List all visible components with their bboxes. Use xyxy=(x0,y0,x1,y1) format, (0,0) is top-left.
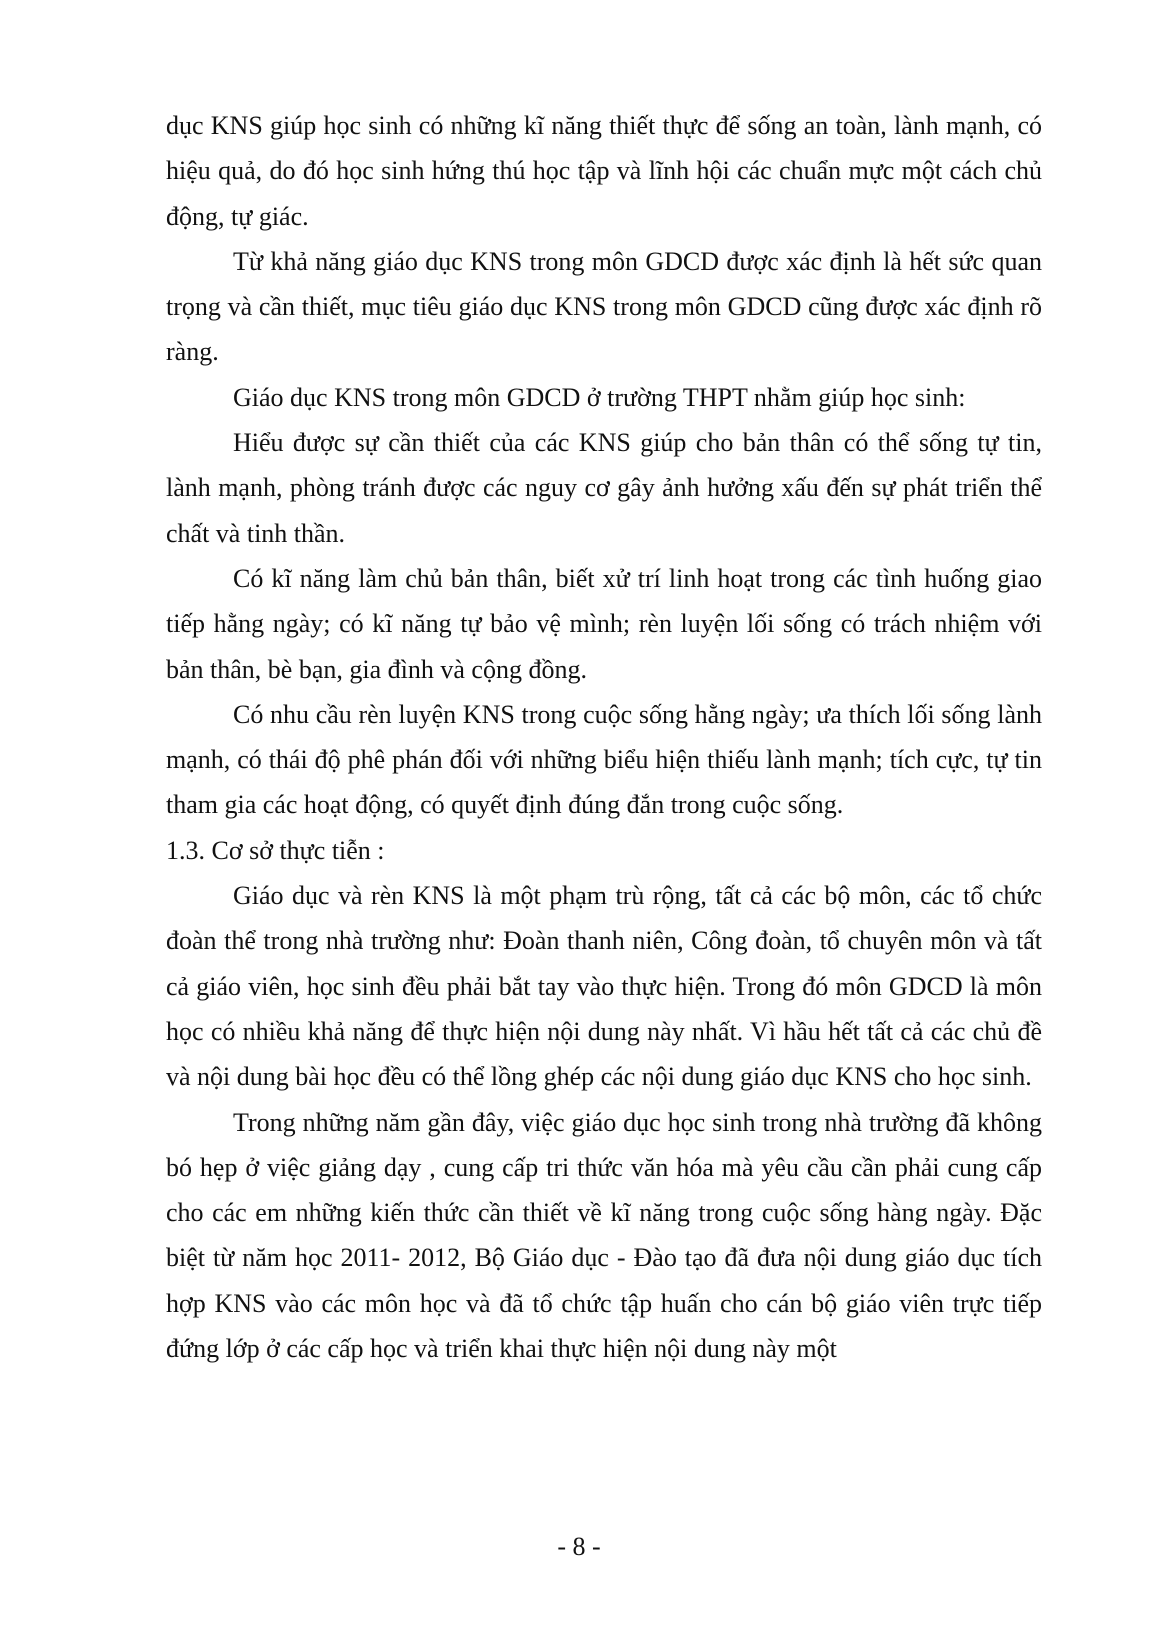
paragraph-kns-aims-lead: Giáo dục KNS trong môn GDCD ở trường THPT nhằm giúp học sinh: xyxy=(233,382,966,412)
paragraph-aim-attitude: Có nhu cầu rèn luyện KNS trong cuộc sống hằng ngày; ưa thích lối sống lành mạnh, có thái độ phê phán đối với những biểu hiện thiếu lành mạnh; tích cực, tự tin tham gia các hoạt động, có quyết định đúng đắn trong cuộc sống. xyxy=(166,699,1042,820)
paragraph-practical-basis: Giáo dục và rèn KNS là một phạm trù rộng, tất cả các bộ môn, các tổ chức đoàn thể trong nhà trường như: Đoàn thanh niên, Công đoàn, tổ chuyên môn và tất cả giáo viên, học sinh đều phải bắt tay vào thực hiện. Trong đó môn GDCD là môn học có nhiều khả năng để thực hiện nội dung này nhất. Vì hầu hết tất cả các chủ đề và nội dung bài học đều có thể lồng ghép các nội dung giáo dục KNS cho học sinh. xyxy=(166,881,1042,1092)
paragraph-recent-years: Trong những năm gần đây, việc giáo dục học sinh trong nhà trường đã không bó hẹp ở việc giảng dạy , cung cấp tri thức văn hóa mà yêu cầu cần phải cung cấp cho các em những kiến thức cần thiết về kĩ năng trong cuộc sống hàng ngày. Đặc biệt từ năm học 2011- 2012, Bộ Giáo dục - Đào tạo đã đưa nội dung giáo dục tích hợp KNS vào các môn học và đã tổ chức tập huấn cho cán bộ giáo viên trực tiếp đứng lớp ở các cấp học và triển khai thực hiện nội dung này một xyxy=(166,1107,1042,1364)
paragraph-aim-understanding: Hiểu được sự cần thiết của các KNS giúp cho bản thân có thể sống tự tin, lành mạnh, phòng tránh được các nguy cơ gây ảnh hưởng xấu đến sự phát triển thể chất và tinh thần. xyxy=(166,428,1042,548)
paragraph-aim-skills: Có kĩ năng làm chủ bản thân, biết xử trí linh hoạt trong các tình huống giao tiếp hằng ngày; có kĩ năng tự bảo vệ mình; rèn luyện lối sống có trách nhiệm với bản thân, bè bạn, gia đình và cộng đồng. xyxy=(166,563,1042,684)
page-number: - 8 - xyxy=(557,1532,601,1561)
document-body xyxy=(166,103,1042,1371)
paragraph-continuation: dục KNS giúp học sinh có những kĩ năng thiết thực để sống an toàn, lành mạnh, có hiệu quả, do đó học sinh hứng thú học tập và lĩnh hội các chuẩn mực một cách chủ động, tự giác. xyxy=(166,111,1042,231)
paragraph-kns-goal-intro: Từ khả năng giáo dục KNS trong môn GDCD được xác định là hết sức quan trọng và cần thiết, mục tiêu giáo dục KNS trong môn GDCD cũng được xác định rõ ràng. xyxy=(166,246,1042,367)
section-heading: 1.3. Cơ sở thực tiễn : xyxy=(166,835,385,865)
